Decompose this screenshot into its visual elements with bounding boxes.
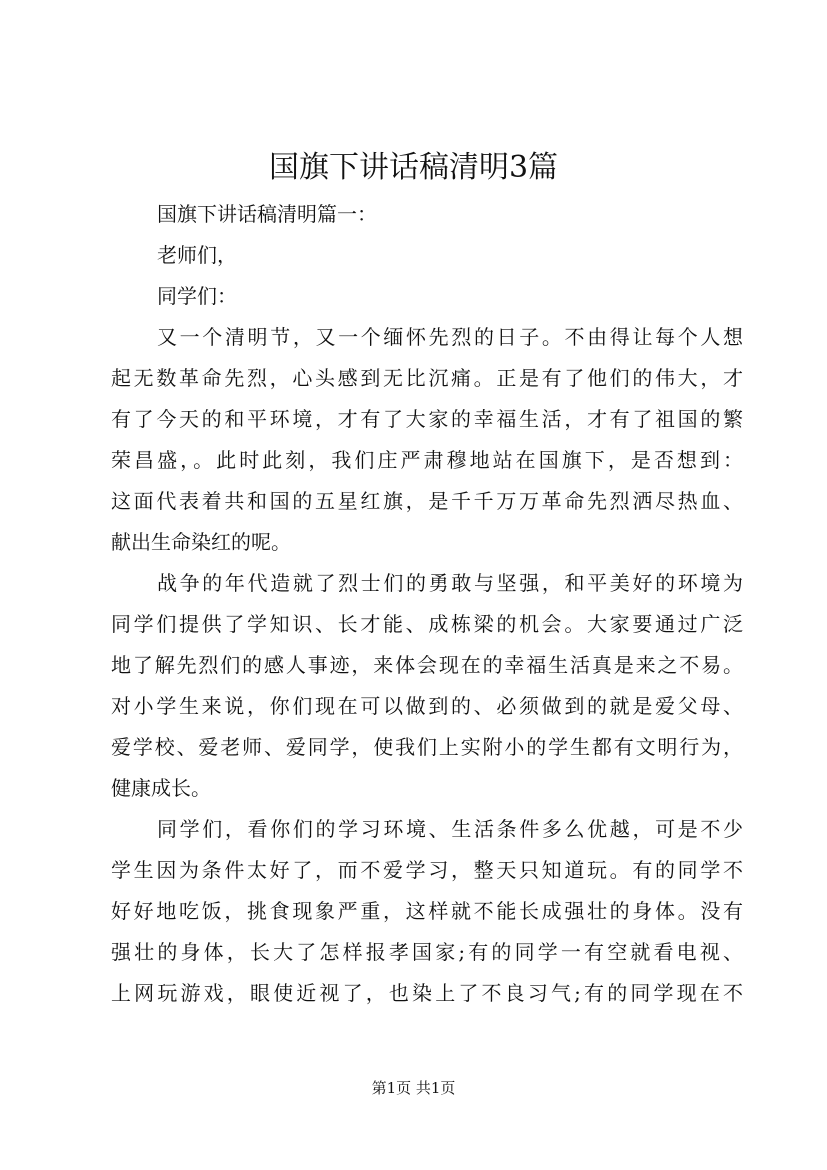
text-line: 老师们， <box>157 243 237 267</box>
text-line: 强壮的身体，长大了怎样报孝国家;有的同学一有空就看电视、 <box>111 940 743 964</box>
text-line: 对小学生来说，你们现在可以做到的、必须做到的就是爱父母、 <box>111 694 743 718</box>
text-line: 同学们，看你们的学习环境、生活条件多么优越，可是不少 <box>157 817 743 841</box>
text-line: 好好地吃饭，挑食现象严重，这样就不能长成强壮的身体。没有 <box>111 899 743 923</box>
text-line: 荣昌盛，。此时此刻，我们庄严肃穆地站在国旗下，是否想到： <box>111 448 743 472</box>
text-line: 起无数革命先烈，心头感到无比沉痛。正是有了他们的伟大，才 <box>111 366 743 390</box>
text-line: 上网玩游戏，眼使近视了，也染上了不良习气;有的同学现在不 <box>111 981 743 1005</box>
text-line: 地了解先烈们的感人事迹，来体会现在的幸福生活真是来之不易。 <box>111 653 743 677</box>
text-line: 健康成长。 <box>111 776 211 800</box>
text-line: 又一个清明节，又一个缅怀先烈的日子。不由得让每个人想 <box>157 325 743 349</box>
document-title: 国旗下讲话稿清明3篇 <box>268 150 559 185</box>
text-line: 国旗下讲话稿清明篇一： <box>157 202 377 226</box>
text-line: 爱学校、爱老师、爱同学，使我们上实附小的学生都有文明行为， <box>111 735 743 759</box>
text-line: 献出生命染红的呢。 <box>111 530 291 554</box>
text-line: 有了今天的和平环境，才有了大家的幸福生活，才有了祖国的繁 <box>111 407 743 431</box>
text-line: 同学们： <box>157 284 237 308</box>
text-line: 学生因为条件太好了，而不爱学习，整天只知道玩。有的同学不 <box>111 858 743 882</box>
text-line: 同学们提供了学知识、长才能、成栋梁的机会。大家要通过广泛 <box>111 612 743 636</box>
page-footer: 第1页 共1页 <box>371 1079 456 1097</box>
document-body <box>111 194 743 1014</box>
text-line: 这面代表着共和国的五星红旗，是千千万万革命先烈洒尽热血、 <box>111 489 743 513</box>
text-line: 战争的年代造就了烈士们的勇敢与坚强，和平美好的环境为 <box>157 571 743 595</box>
